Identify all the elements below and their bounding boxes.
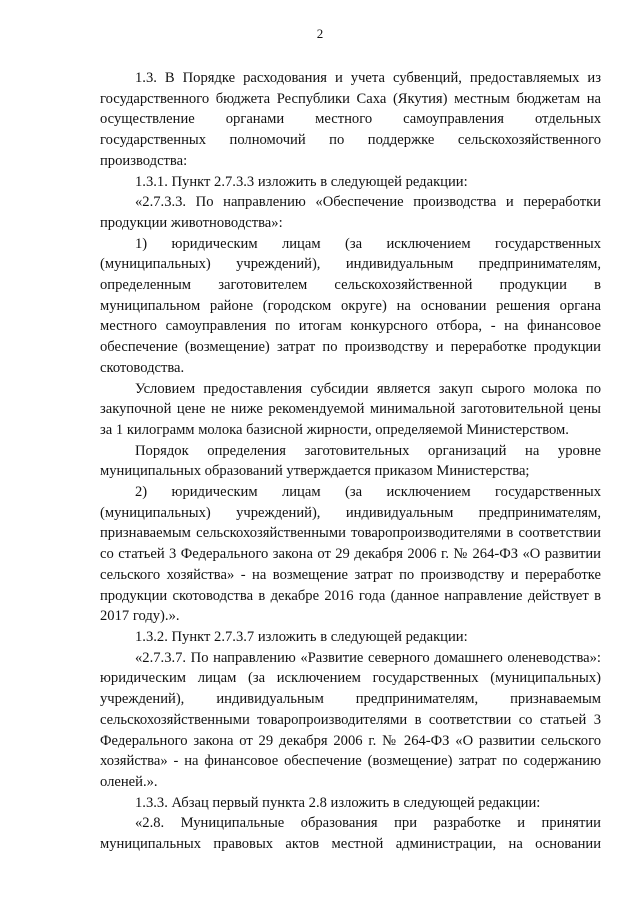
page-number: 2 — [316, 26, 324, 41]
paragraph-1-3-2: 1.3.2. Пункт 2.7.3.7 изложить в следующей редакции: — [135, 628, 468, 645]
paragraph-2-7-3-7: «2.7.3.7. По направлению «Развитие северного домашнего оленеводства»: юридическим лицам (за исключением государственных (муниципальных) учреждений), индивидуальным предпринимателям, признаваемым сельскохозяйственными товаропроизводителями в соответствии со статьей 3 Федерального закона от 29 декабря 2006 г. № 264-ФЗ «О развитии сельского хозяйства» - на финансовое обеспечение (возмещение) затрат по содержанию оленей.». — [100, 649, 601, 790]
paragraph-2-7-3-3: «2.7.3.3. По направлению «Обеспечение производства и переработки продукции животноводства»: — [100, 194, 601, 231]
paragraph-1-3-3: 1.3.3. Абзац первый пункта 2.8 изложить в следующей редакции: — [135, 794, 541, 811]
paragraph-1-3: 1.3. В Порядке расходования и учета субвенций, предоставляемых из государственного бюджета Республики Саха (Якутия) местным бюджетам на осуществление органами местного самоуправления отдельных государственных полномочий по поддержке сельскохозяйственного производства: — [100, 70, 601, 169]
paragraph-item-2: 2) юридическим лицам (за исключением государственных (муниципальных) учреждений), индивидуальным предпринимателям, признаваемым сельскохозяйственными товаропроизводителями в соответствии со статьей 3 Федерального закона от 29 декабря 2006 г. № 264-ФЗ «О развитии сельского хозяйства» - на возмещение затрат по производству и переработке продукции скотоводства в декабре 2016 года (данное направление действует в 2017 году).». — [100, 484, 601, 625]
document-body — [100, 68, 601, 855]
paragraph-item-1: 1) юридическим лицам (за исключением государственных (муниципальных) учреждений), индивидуальным предпринимателям, определенным заготовителем сельскохозяйственной продукции в муниципальном районе (городском округе) на основании решения органа местного самоуправления по итогам конкурсного отбора, - на финансовое обеспечение (возмещение) затрат по производству и переработке продукции скотоводства. — [100, 235, 601, 376]
paragraph-1-3-1: 1.3.1. Пункт 2.7.3.3 изложить в следующей редакции: — [135, 173, 468, 190]
paragraph-2-8: «2.8. Муниципальные образования при разработке и принятии муниципальных правовых актов местной администрации, на основании — [100, 815, 601, 853]
paragraph-subsidy-condition: Условием предоставления субсидии является закуп сырого молока по закупочной цене не ниже рекомендуемой минимальной заготовительной цены за 1 килограмм молока базисной жирности, определяемой Министерством. — [100, 380, 601, 438]
paragraph-procurement-order: Порядок определения заготовительных организаций на уровне муниципальных образований утверждается приказом Министерства; — [100, 442, 601, 480]
